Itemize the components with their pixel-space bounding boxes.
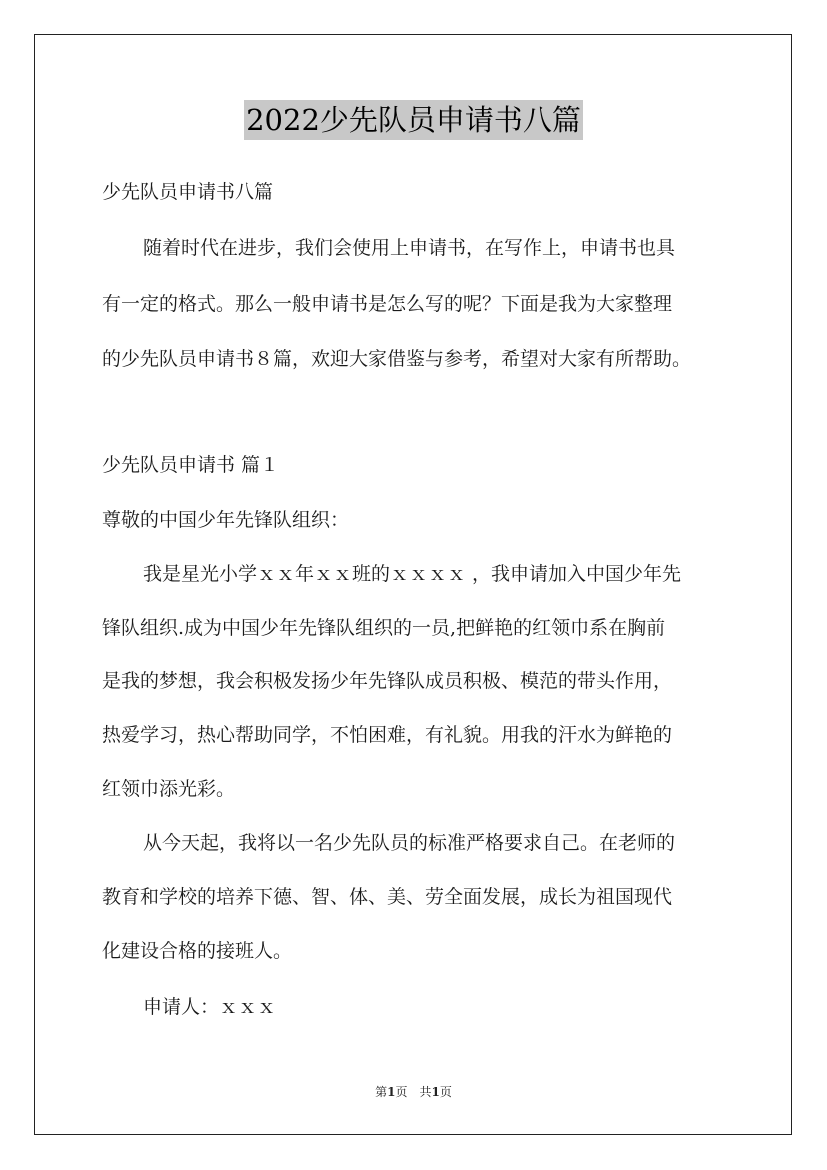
paragraph2-line-3: 化建设合格的接班人。: [102, 940, 293, 962]
document-subtitle: 少先队员申请书八篇: [102, 181, 274, 203]
intro-line-1: 随着时代在进步，我们会使用上申请书，在写作上，申请书也具: [143, 237, 676, 259]
footer-label-end: 页: [439, 1085, 452, 1099]
title-container: [0, 100, 827, 140]
signature-line: 申请人：ｘｘｘ: [143, 996, 277, 1018]
paragraph1-line-3: 是我的梦想，我会积极发扬少年先锋队成员积极、模范的带头作用，: [102, 670, 673, 692]
paragraph1-line-2: 锋队组织.成为中国少年先锋队组织的一员,把鲜艳的红领巾系在胸前: [102, 617, 666, 639]
paragraph2-line-1: 从今天起，我将以一名少先队员的标准严格要求自己。在老师的: [143, 832, 676, 854]
footer-label-total: 页 共: [395, 1085, 432, 1099]
intro-line-3: 的少先队员申请书８篇，欢迎大家借鉴与参考，希望对大家有所帮助。: [102, 348, 692, 370]
footer-page-number: 1: [387, 1085, 396, 1099]
footer-label-page: 第: [375, 1085, 388, 1099]
page-footer: [0, 1084, 827, 1100]
document-title: 2022少先队员申请书八篇: [244, 100, 583, 140]
paragraph2-line-2: 教育和学校的培养下德、智、体、美、劳全面发展，成长为祖国现代: [102, 886, 673, 908]
paragraph1-line-1: 我是星光小学ｘｘ年ｘｘ班的ｘｘｘｘ ，我申请加入中国少年先: [143, 563, 682, 585]
section-heading: 少先队员申请书 篇１: [102, 454, 280, 476]
paragraph1-line-4: 热爱学习，热心帮助同学，不怕困难，有礼貌。用我的汗水为鲜艳的: [102, 724, 673, 746]
paragraph1-line-5: 红领巾添光彩。: [102, 778, 236, 800]
salutation: 尊敬的中国少年先锋队组织：: [102, 509, 350, 531]
footer-page-total: 1: [431, 1085, 440, 1099]
intro-line-2: 有一定的格式。那么一般申请书是怎么写的呢？下面是我为大家整理: [102, 293, 673, 315]
